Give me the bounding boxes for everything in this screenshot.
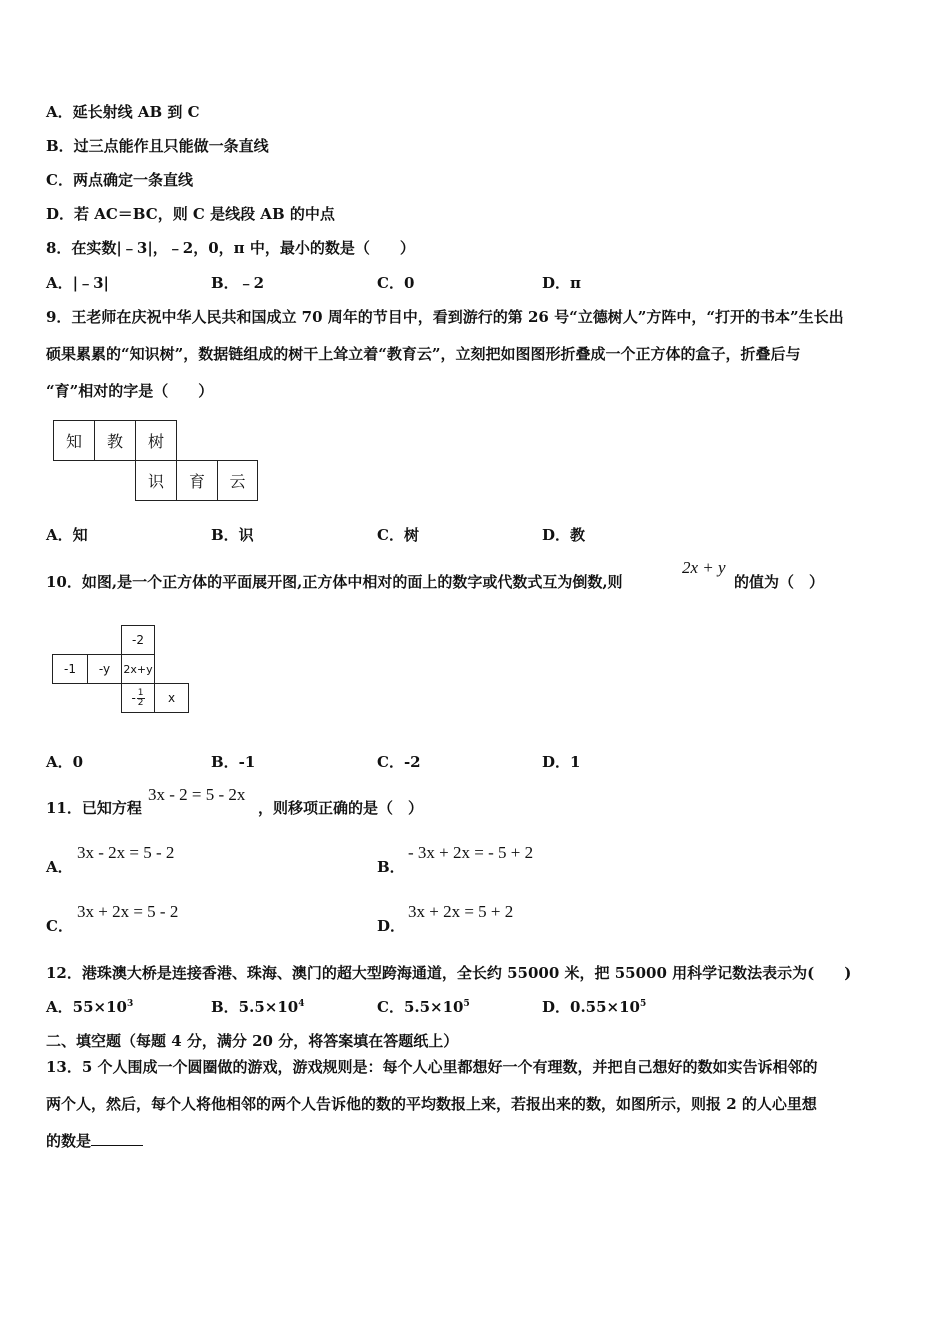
- q11-option-c-eq: 3x + 2x = 5 - 2: [77, 902, 179, 921]
- q11-option-b-label: B．: [377, 858, 405, 876]
- net-bottom-fraction: [137, 689, 145, 708]
- q13-stem-line3: 的数是: [46, 1131, 143, 1151]
- q11-option-c-label: C．: [46, 917, 73, 935]
- net-face-jiao: 教: [94, 420, 136, 461]
- net-face-shu: 树: [135, 420, 177, 461]
- q9-option-d: D．教: [542, 526, 586, 544]
- q9-option-c: C．树: [377, 526, 419, 544]
- q8-option-d: D．π: [542, 274, 581, 292]
- q9-option-b: B．识: [211, 526, 254, 544]
- q11-option-d-eq: 3x + 2x = 5 + 2: [408, 902, 514, 921]
- net-face-zhi: 知: [53, 420, 95, 461]
- q10-option-d: D．1: [542, 753, 581, 771]
- q12-option-a: A．$55\times 10^3$: [46, 998, 134, 1016]
- net-face-yun: 云: [217, 460, 258, 501]
- q10-stem: 10．如图,是一个正方体的平面展开图,正方体中相对的面上的数字或代数式互为倒数,则: [46, 573, 623, 591]
- net-face-left2: -y: [87, 654, 122, 684]
- q10-expression: 2x + y: [682, 558, 726, 577]
- q13-stem-line2: 两个人，然后，每个人将他相邻的两个人告诉他的数的平均数报上来，若报出来的数，如图所示，则报 2 的人心里想: [46, 1095, 817, 1113]
- net-face-left1: -1: [52, 654, 88, 684]
- q8-option-c: C．0: [377, 274, 415, 292]
- q12-option-b-exponent: 4: [298, 999, 305, 1009]
- fraction-numerator: 1: [137, 687, 144, 698]
- q7-option-b: B．过三点能作且只能做一条直线: [46, 137, 269, 155]
- q10-option-b: B．-1: [211, 753, 256, 771]
- net-face-top: -2: [121, 625, 155, 655]
- q10-stem-tail: 的值为（ ）: [734, 573, 825, 591]
- q11-option-a-label: A．: [46, 858, 73, 876]
- q11-option-b-eq: - 3x + 2x = - 5 + 2: [408, 843, 534, 862]
- q8-stem: 8．在实数|﹣3|，﹣2，0，π 中，最小的数是（ ）: [46, 239, 415, 257]
- q9-stem-line1: 9．王老师在庆祝中华人民共和国成立 70 周年的节目中，看到游行的第 26 号“立德树人”方阵中，“打开的书本”生长出: [46, 308, 844, 326]
- q11-stem-tail: ，则移项正确的是（ ）: [258, 799, 424, 817]
- net-face-shi: 识: [135, 460, 177, 501]
- q8-option-b: B．﹣2: [211, 274, 265, 292]
- net-face-right: x: [154, 683, 189, 713]
- q11-option-d-label: D．: [377, 917, 406, 935]
- q12-option-d: D．$0.55\times 10^5$: [542, 998, 647, 1016]
- q10-option-c: C．-2: [377, 753, 421, 771]
- q7-option-d: D．若 AC＝BC，则 C 是线段 AB 的中点: [46, 205, 335, 223]
- q12-option-d-exponent: 5: [639, 999, 647, 1009]
- net-face-center: 2x+y: [121, 654, 155, 684]
- q12-option-c-exponent: 5: [463, 999, 470, 1009]
- q7-option-a: A．延长射线 AB 到 C: [46, 103, 200, 121]
- q7-option-c: C．两点确定一条直线: [46, 171, 193, 189]
- q9-stem-line3: “育”相对的字是（ ）: [46, 382, 214, 400]
- net-face-yu: 育: [176, 460, 218, 501]
- q12-stem: 12．港珠澳大桥是连接香港、珠海、澳门的超大型跨海通道，全长约 55000 米，把 55000 用科学记数法表示为( ): [46, 964, 852, 982]
- q11-equation: 3x - 2 = 5 - 2x: [148, 785, 246, 804]
- q12-option-c: C．$5.5\times 10^5$: [377, 998, 470, 1016]
- q8-option-a: A．|﹣3|: [46, 274, 109, 292]
- q12-option-b: B．$5.5\times 10^4$: [211, 998, 305, 1016]
- net-face-bottom: [121, 683, 155, 713]
- q9-option-a: A．知: [46, 526, 88, 544]
- q13-stem-line1: 13．5 个人围成一个圆圈做的游戏，游戏规则是：每个人心里都想好一个有理数，并把自己想好的数如实告诉相邻的: [46, 1058, 818, 1076]
- q9-stem-line2: 硕果累累的“知识树”，数据链组成的树干上耸立着“教育云”，立刻把如图图形折叠成一个正方体的盒子，折叠后与: [46, 345, 801, 363]
- q11-stem: 11．已知方程: [46, 799, 142, 817]
- q12-option-a-exponent: 3: [126, 999, 134, 1009]
- fraction-denominator: 2: [137, 697, 144, 708]
- q11-option-a-eq: 3x - 2x = 5 - 2: [77, 843, 175, 862]
- answer-blank[interactable]: [91, 1131, 143, 1146]
- section-heading: 二、填空题（每题 4 分，满分 20 分，将答案填在答题纸上）: [46, 1032, 459, 1050]
- q10-option-a: A．0: [46, 753, 84, 771]
- net-bottom-minus: -: [131, 691, 136, 705]
